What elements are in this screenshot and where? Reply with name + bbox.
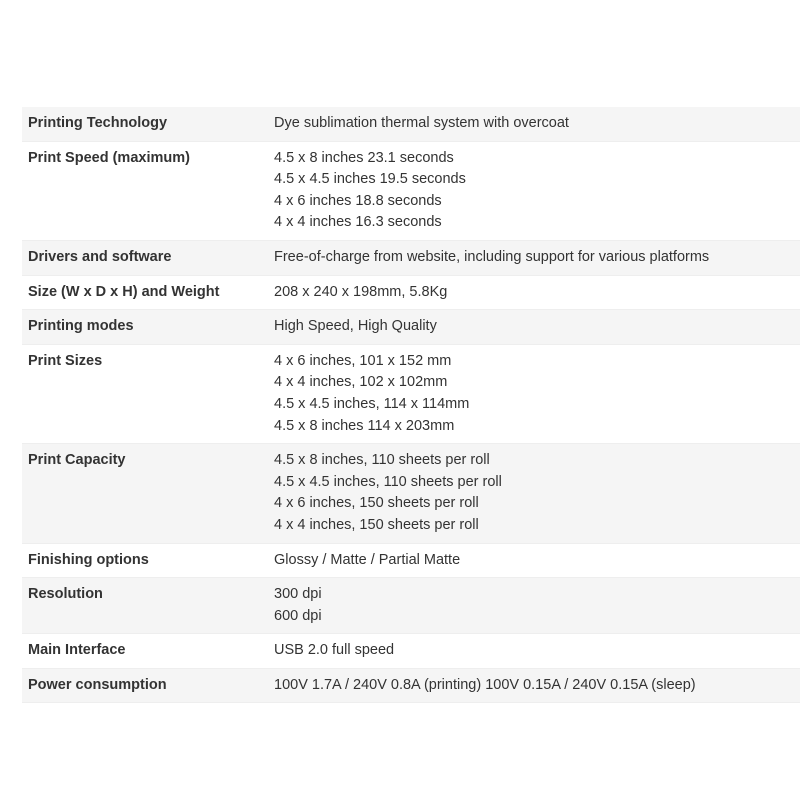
spec-value: Glossy / Matte / Partial Matte [274,551,461,568]
spec-row [22,107,800,142]
spec-row [22,276,800,311]
spec-label: Power consumption [28,676,167,693]
spec-value: 100V 1.7A / 240V 0.8A (printing) 100V 0.15A / 240V 0.15A (sleep) [274,676,696,693]
spec-values [268,450,800,536]
spec-value: High Speed, High Quality [274,318,437,335]
spec-values [268,148,800,234]
spec-label: Printing modes [28,318,134,335]
spec-row [22,544,800,579]
spec-value: 4.5 x 8 inches 114 x 203mm [274,417,455,434]
spec-row [22,669,800,704]
spec-value: 4.5 x 4.5 inches, 114 x 114mm [274,395,470,412]
spec-row [22,310,800,345]
spec-value: 300 dpi [274,586,322,603]
spec-value: 4 x 4 inches, 150 sheets per roll [274,516,479,533]
spec-value: 4.5 x 4.5 inches, 110 sheets per roll [274,473,502,490]
spec-label: Print Speed (maximum) [28,149,190,166]
spec-value: 208 x 240 x 198mm, 5.8Kg [274,283,448,300]
spec-label: Print Capacity [28,452,126,469]
spec-value: 4 x 4 inches 16.3 seconds [274,214,442,231]
spec-values [268,247,800,269]
spec-value: 4.5 x 8 inches, 110 sheets per roll [274,452,490,469]
spec-label: Main Interface [28,642,126,659]
spec-values [268,675,800,697]
spec-value: 4 x 6 inches, 150 sheets per roll [274,495,479,512]
spec-row [22,345,800,444]
spec-label: Print Sizes [28,352,103,369]
spec-row [22,634,800,669]
spec-value: 4 x 4 inches, 102 x 102mm [274,374,448,391]
spec-row [22,578,800,634]
spec-label: Finishing options [28,551,149,568]
spec-value: 4.5 x 8 inches 23.1 seconds [274,149,454,166]
spec-values [268,640,800,662]
spec-label: Printing Technology [28,115,168,131]
spec-values [268,351,800,437]
spec-values [268,316,800,338]
spec-value: 600 dpi [274,607,322,624]
spec-values [268,584,800,627]
spec-value: Free-of-charge from website, including support for various platforms [274,248,710,265]
spec-row [22,241,800,276]
spec-value: USB 2.0 full speed [274,642,395,659]
spec-label: Size (W x D x H) and Weight [28,283,220,300]
spec-values [268,550,800,572]
spec-row [22,444,800,543]
spec-label: Resolution [28,586,103,603]
spec-table [22,107,800,703]
spec-value: 4 x 6 inches 18.8 seconds [274,192,442,209]
spec-row [22,142,800,241]
spec-values [268,113,800,135]
spec-label: Drivers and software [28,248,172,265]
spec-value: Dye sublimation thermal system with overcoat [274,115,569,131]
spec-values [268,282,800,304]
spec-value: 4 x 6 inches, 101 x 152 mm [274,352,452,369]
spec-value: 4.5 x 4.5 inches 19.5 seconds [274,171,466,188]
